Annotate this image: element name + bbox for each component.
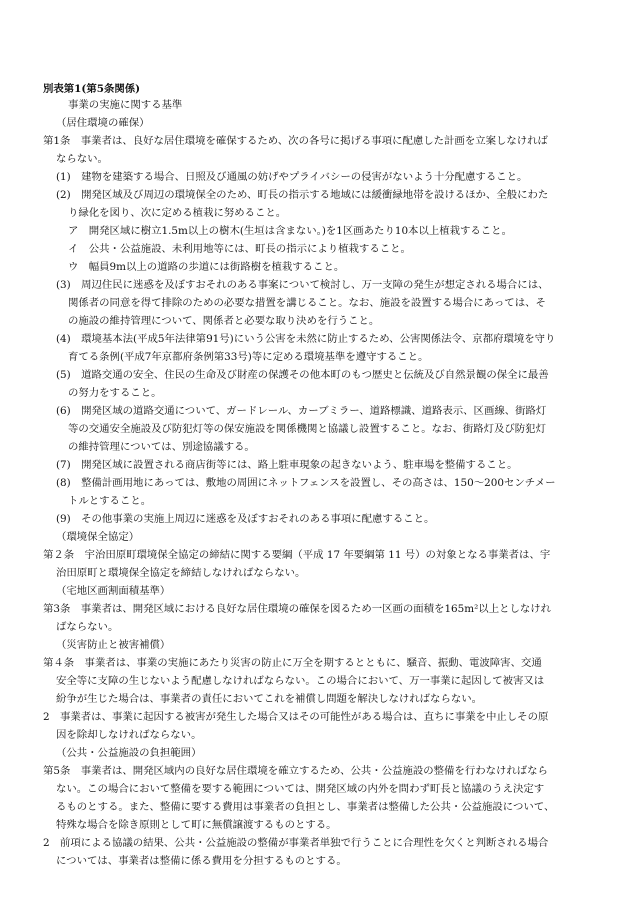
item-2-line: (2) 開発区域及び周辺の環境保全のため、町長の指示する地域には緩衝緑地帯を設けるほか、全般にわた xyxy=(56,189,549,201)
item-8-line: (8) 整備計画用地にあっては、敷地の周囲にネットフェンスを設置し、その高さは、150～200センチメー xyxy=(56,477,556,489)
item-6-line: の維持管理については、別途協議する。 xyxy=(68,441,255,453)
article-5-line: 第5条 事業者は、開発区域内の良好な居住環境を確立するため、公共・公益施設の整備を行わなければなら xyxy=(43,765,548,777)
article-4-line: 第４条 事業者は、事業の実施にあたり災害の防止に万全を期するとともに、騒音、振動、電波障害、交通 xyxy=(43,657,542,669)
article-2-line: 第２条 宇治田原町環境保全協定の締結に関する要綱（平成 17 年要綱第 11 号）の対象となる事業者は、宇 xyxy=(43,549,551,561)
article-4-line: 紛争が生じた場合は、事業者の責任においてこれを補償し問題を解決しなければならない。 xyxy=(56,693,483,705)
item-6-line: 等の交通安全施設及び防犯灯等の保安施設を関係機関と協議し設置すること。なお、街路灯及び防犯灯 xyxy=(68,423,546,435)
item-4-line: (4) 環境基本法(平成5年法律第91号)にいう公害を未然に防止するため、公害関係法令、京都府環境を守り xyxy=(56,333,556,345)
item-7-line: (7) 開発区域に設置される商店街等には、路上駐車現象の起きないよう、駐車場を整備すること。 xyxy=(56,459,518,471)
item-4-line: 育てる条例(平成7年京都府条例第33号)等に定める環境基準を遵守すること。 xyxy=(68,351,429,363)
article-5-paragraph-2-line: 2 前項による協議の結果、公共・公益施設の整備が事業者単独で行うことに合理性を欠くと判断される場合 xyxy=(43,837,549,849)
item-5-line: の努力をすること。 xyxy=(68,387,162,399)
section-heading: （公共・公益施設の負担範囲） xyxy=(56,747,202,759)
article-5-paragraph-2-line: については、事業者は整備に係る費用を分担するものとする。 xyxy=(56,855,347,867)
document-title: 別表第1(第5条関係) xyxy=(43,83,141,95)
article-5-line: ない。この場合において整備を要する範囲については、開発区域の内外を問わず町長と協議のうえ決定す xyxy=(56,783,545,795)
section-heading: （宅地区画割面積基準） xyxy=(56,585,171,597)
section-heading: （災害防止と被害補償） xyxy=(56,639,171,651)
article-4-line: 安全等に支障の生じないよう配慮しなければならない。この場合において、万一事業に起因して被害又は xyxy=(56,675,545,687)
document-heading: 事業の実施に関する基準 xyxy=(68,99,183,111)
article-1-line: 第1条 事業者は、良好な居住環境を確保するため、次の各号に掲げる事項に配慮した計画を立案しなければ xyxy=(43,135,548,147)
item-3-line: (3) 周辺住民に迷惑を及ぼすおそれのある事案について検討し、万一支障の発生が想定される場合には、 xyxy=(56,279,549,291)
article-5-line: るものとする。また、整備に要する費用は事業者の負担とし、事業者は整備した公共・公益施設について、 xyxy=(56,801,555,813)
item-3-line: 関係者の同意を得て排除のための必要な措置を講じること。なお、施設を設置する場合にあっては、そ xyxy=(68,297,546,309)
article-3-line: 第3条 事業者は、開発区域における良好な居住環境の確保を図るため一区画の面積を165m²以上としなけれ xyxy=(43,603,552,615)
item-2-line: り緑化を図り、次に定める植栽に努めること。 xyxy=(68,207,287,219)
item-1-line: (1) 建物を建築する場合、日照及び通風の妨げやプライバシーの侵害がないよう十分配慮すること。 xyxy=(56,171,528,183)
subitem-a-line: ア 開発区域に樹立1.5m以上の樹木(生垣は含まない。)を1区画あたり10本以上植栽すること。 xyxy=(68,225,512,237)
article-5-line: 特殊な場合を除き原則として町に無償譲渡するものとする。 xyxy=(56,819,337,831)
item-8-line: トルとすること。 xyxy=(68,495,152,507)
section-heading: （環境保全協定） xyxy=(56,531,140,543)
item-5-line: (5) 道路交通の安全、住民の生命及び財産の保護その他本町のもつ歴史と伝統及び自然景観の保全に最善 xyxy=(56,369,549,381)
subitem-u-line: ウ 幅員9m以上の道路の歩道には街路樹を植栽すること。 xyxy=(68,261,345,273)
item-6-line: (6) 開発区域の道路交通について、ガードレール、カーブミラー、道路標識、道路表示、区画線、街路灯 xyxy=(56,405,547,417)
article-1-line: ならない。 xyxy=(56,153,108,165)
article-4-paragraph-2-line: 2 事業者は、事業に起因する被害が発生した場合又はその可能性がある場合は、直ちに事業を中止しその原 xyxy=(43,711,549,723)
article-3-line: ばならない。 xyxy=(56,621,119,633)
article-2-line: 治田原町と環境保全協定を締結しなければならない。 xyxy=(56,567,306,579)
item-3-line: の施設の維持管理について、関係者と必要な取り決めを行うこと。 xyxy=(68,315,380,327)
item-9-line: (9) その他事業の実施上周辺に迷惑を及ぼすおそれのある事項に配慮すること。 xyxy=(56,513,435,525)
article-4-paragraph-2-line: 因を除却しなければならない。 xyxy=(56,729,202,741)
subitem-i-line: イ 公共・公益施設、未利用地等には、町長の指示により植栽すること。 xyxy=(68,243,411,255)
section-heading: （居住環境の確保） xyxy=(56,117,150,129)
